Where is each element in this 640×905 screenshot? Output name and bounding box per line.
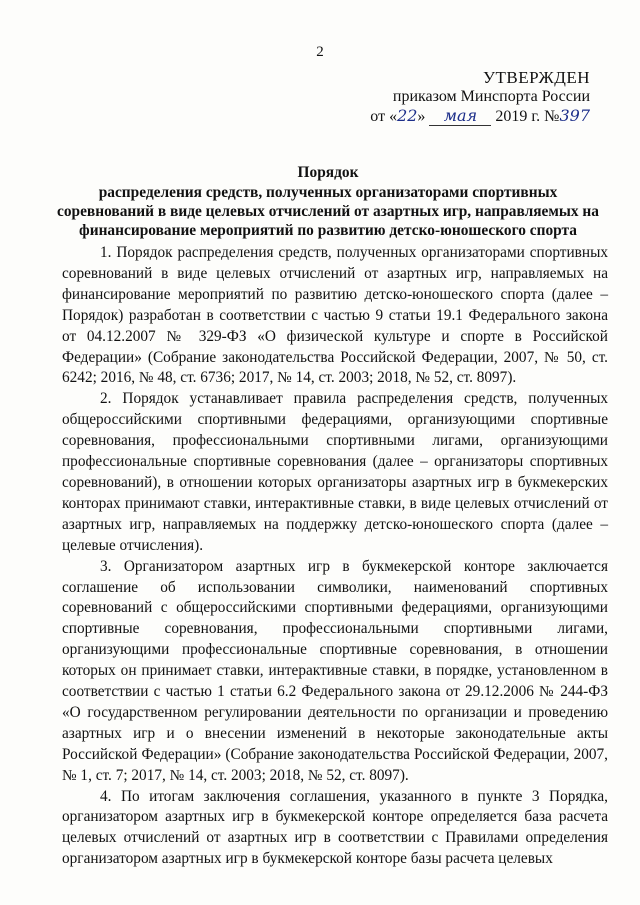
title-line: соревнований в виде целевых отчислений от азартных игр, направляемых на [57,203,599,220]
paragraph-1: 1. Порядок распределения средств, полученных организаторами спортивных соревнований в виде целевых отчислений от азартных игр, направляемых на финансирование мероприятий по развитию детско-юношеского спорта (далее – Порядок) разработан в соответствии с частью 9 статьи 19.1 Федерального закона от 04.12.2007 № 329-ФЗ «О физической культуре и спорте в Российской Федерации» (Собрание законодательства Российской Федерации, 2007, № 50, ст. 6242; 2016, № 48, ст. 6736; 2017, № 14, ст. 2003; 2018, № 52, ст. 8097). [62,244,608,387]
page-number: 2 [316,44,324,60]
document-title [50,163,606,240]
approval-month: мая [429,106,491,126]
approval-date-line [360,106,590,126]
approval-number: 397 [559,106,590,125]
approval-block [360,68,590,126]
approval-year: 2019 г. № [495,108,560,125]
approval-day: 22 [397,106,418,125]
approval-order: приказом Минспорта России [392,88,590,105]
paragraph-3: 3. Организатором азартных игр в букмекерской конторе заключается соглашение об использовании символики, наименований спортивных соревнований с общероссийскими спортивными федерациями, организующими спортивные соревнования, профессиональными спортивными лигами, организующими профессиональные спортивные соревнования, в отношении которых он принимает ставки, интерактивные ставки, в порядке, установленном в соответствии с частью 1 статьи 6.2 Федерального закона от 29.12.2006 № 244-ФЗ «О государственном регулировании деятельности по организации и проведению азартных игр и о внесении изменений в некоторые законодательные акты Российской Федерации» (Собрание законодательства Российской Федерации, 2007, № 1, ст. 7; 2017, № 14, ст. 2003; 2018, № 52, ст. 8097). [62,557,608,784]
approval-title: УТВЕРЖДЕН [483,68,590,87]
paragraph-2: 2. Порядок устанавливает правила распределения средств, полученных общероссийскими спортивными федерациями, организующими спортивные соревнования, профессиональными спортивными лигами, организующими профессиональные спортивные соревнования (далее – организаторы спортивных соревнований), в отношении которых организаторы азартных игр в букмекерских конторах принимают ставки, интерактивные ставки, в виде целевых отчислений от азартных игр, направляемых на поддержку детско-юношеского спорта (далее – целевые отчисления). [62,390,608,554]
approval-date-prefix: от « [370,108,398,125]
title-line: финансирование мероприятий по развитию детско-юношеского спорта [79,222,577,239]
title-line: распределения средств, полученных организаторами спортивных [98,184,558,201]
approval-date-mid: » [417,108,426,125]
title-heading: Порядок [297,164,359,181]
paragraph-4: 4. По итогам заключения соглашения, указанного в пункте 3 Порядка, организатором азартных игр в букмекерской конторе определяется база расчета целевых отчислений от азартных игр в соответствии с Правилами определения организатором азартных игр в букмекерской конторе базы расчета целевых [62,787,608,868]
document-body [62,243,608,870]
